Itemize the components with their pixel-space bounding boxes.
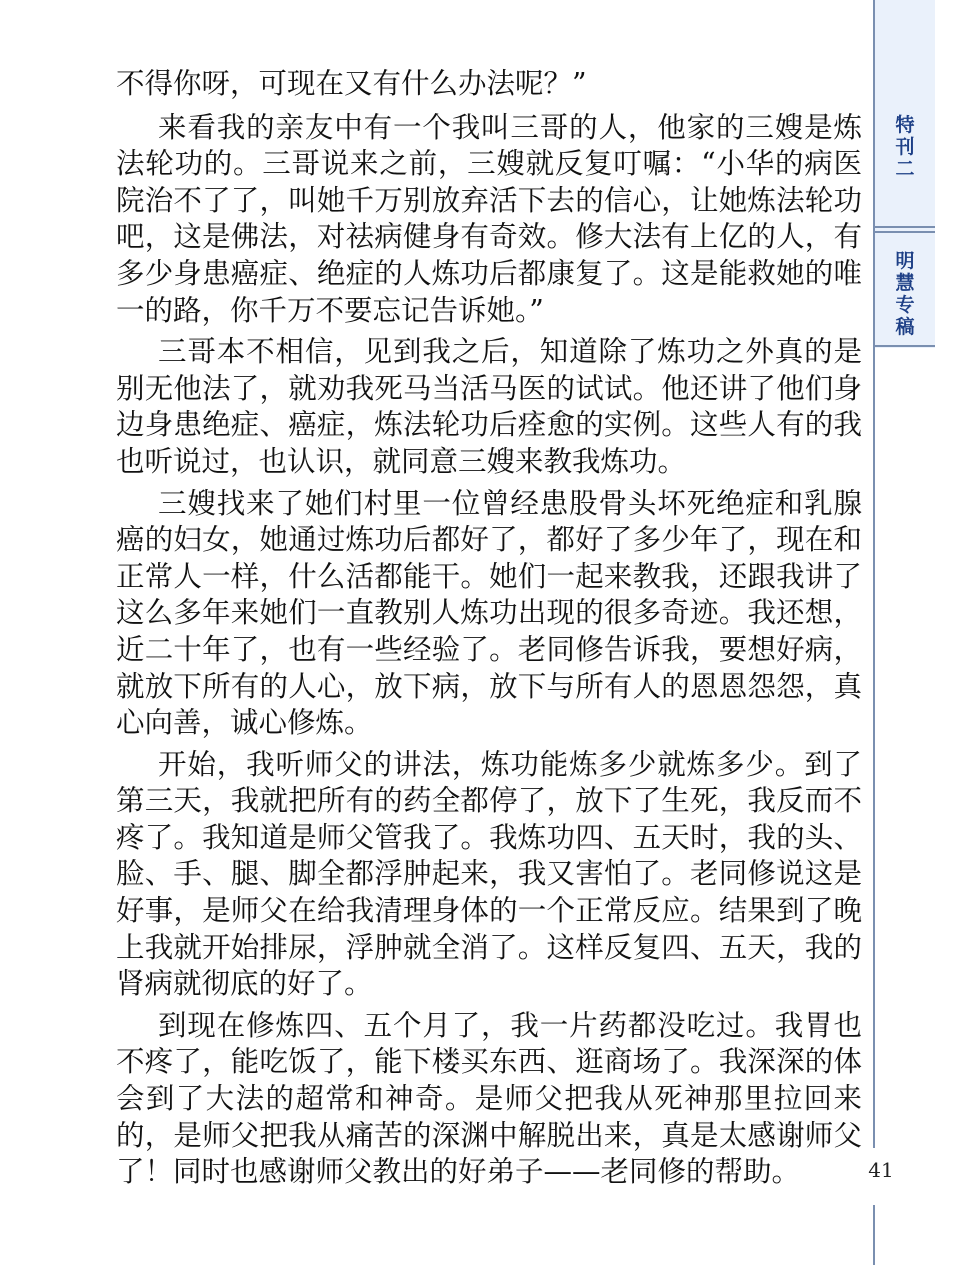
sidebar-tab-char: 稿 xyxy=(895,316,915,338)
article-body xyxy=(116,66,862,1191)
sidebar-tab-char: 明 xyxy=(895,250,915,272)
paragraph: 到现在修炼四、五个月了，我一片药都没吃过。我胃也不疼了，能吃饭了，能下楼买东西、逛商场了。我深深的体会到了大法的超常和神奇。是师父把我从死神那里拉回来的，是师父把我从痛苦的深渊中解脱出来，真是太感谢师父了！同时也感谢师父教出的好弟子——老同修的帮助。 xyxy=(116,1008,862,1189)
margin-rule-bottom xyxy=(873,1205,875,1265)
sidebar-tab-minghui xyxy=(875,250,935,338)
paragraph: 开始，我听师父的讲法，炼功能炼多少就炼多少。到了第三天，我就把所有的药全都停了，放下了生死，我反而不疼了。我知道是师父管我了。我炼功四、五天时，我的头、脸、手、腿、脚全都浮肿起来，我又害怕了。老同修说这是好事，是师父在给我清理身体的一个正常反应。结果到了晚上我就开始排尿，浮肿就全消了。这样反复四、五天，我的肾病就彻底的好了。 xyxy=(116,747,862,1001)
sidebar-tab-char: 特 xyxy=(895,114,915,136)
sidebar-separator xyxy=(875,226,935,228)
sidebar-tab-special-issue xyxy=(875,114,935,180)
page-number: 41 xyxy=(868,1158,894,1182)
sidebar-tab-char: 二 xyxy=(895,158,915,180)
paragraph-continuation: 不得你呀，可现在又有什么办法呢？” xyxy=(116,67,587,100)
paragraph: 三哥本不相信，见到我之后，知道除了炼功之外真的是别无他法了，就劝我死马当活马医的试试。他还讲了他们身边身患绝症、癌症，炼法轮功后痊愈的实例。这些人有的我也听说过，也认识，就同意三嫂来教我炼功。 xyxy=(116,335,862,478)
sidebar-tab-char: 慧 xyxy=(895,272,915,294)
sidebar-tab-char: 专 xyxy=(895,294,915,316)
sidebar-separator xyxy=(875,345,935,347)
paragraph: 来看我的亲友中有一个我叫三哥的人，他家的三嫂是炼法轮功的。三哥说来之前，三嫂就反复叮嘱：“小华的病医院治不了了，叫她千万别放弃活下去的信心，让她炼法轮功吧，这是佛法，对祛病健身有奇效。修大法有上亿的人，有多少身患癌症、绝症的人炼功后都康复了。这是能救她的唯一的路，你千万不要忘记告诉她。” xyxy=(116,110,862,327)
sidebar-separator xyxy=(875,231,935,233)
sidebar-tab-char: 刊 xyxy=(895,136,915,158)
paragraph: 三嫂找来了她们村里一位曾经患股骨头坏死绝症和乳腺癌的妇女，她通过炼功后都好了，都好了多少年了，现在和正常人一样，什么活都能干。她们一起来教我，还跟我讲了这么多年来她们一直教别人炼功出现的很多奇迹。我还想，近二十年了，也有一些经验了。老同修告诉我，要想好病，就放下所有的人心，放下病，放下与所有人的恩恩怨怨，真心向善，诚心修炼。 xyxy=(116,486,862,740)
